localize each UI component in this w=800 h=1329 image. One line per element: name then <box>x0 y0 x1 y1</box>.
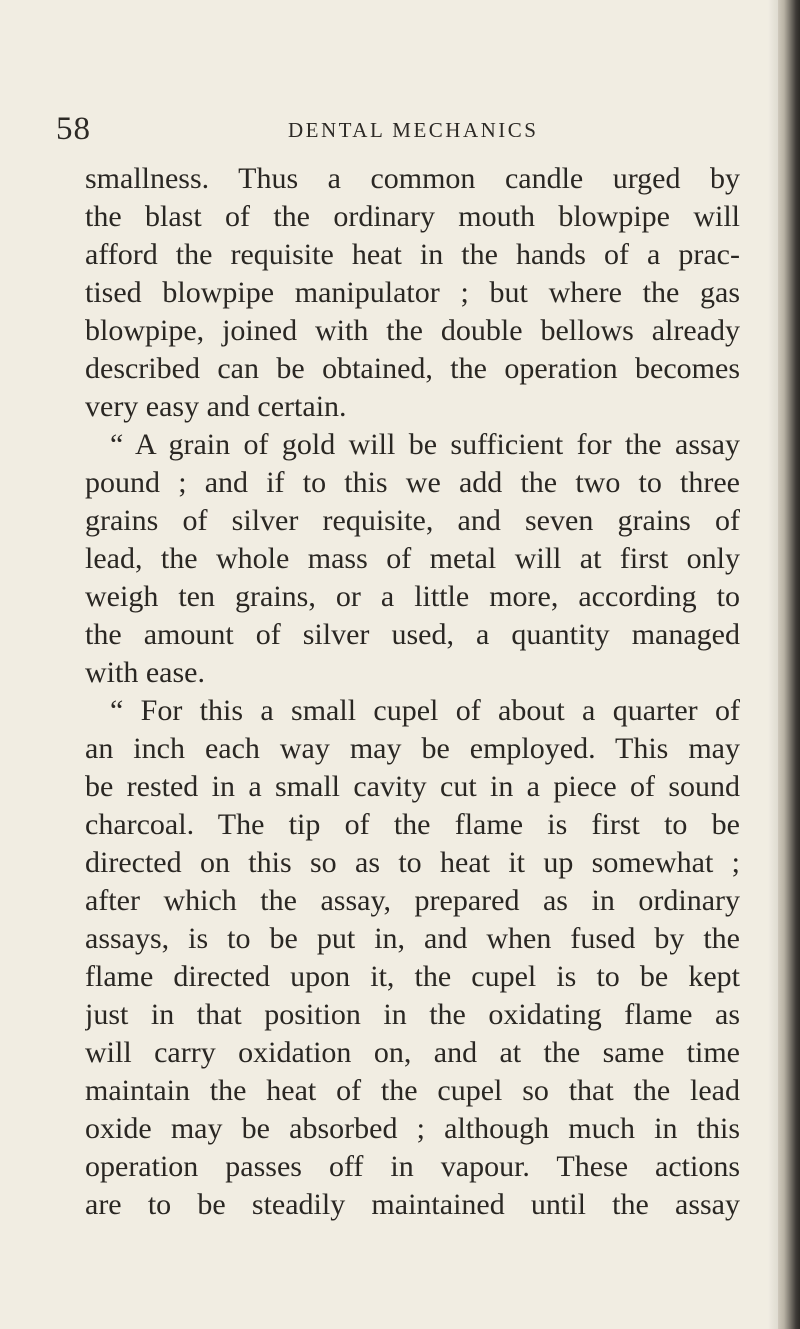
text-line: afford the requisite heat in the hands of a prac- <box>85 238 740 271</box>
text-line: lead, the whole mass of metal will at first only <box>85 542 740 575</box>
page-header <box>56 108 746 150</box>
text-line: directed on this so as to heat it up somewhat ; <box>85 846 740 879</box>
page-number: 58 <box>56 111 91 147</box>
text-line: charcoal. The tip of the flame is first to be <box>85 808 740 841</box>
text-line: blowpipe, joined with the double bellows already <box>85 314 740 347</box>
text-line: “ For this a small cupel of about a quarter of <box>110 694 740 727</box>
text-line: an inch each way may be employed. This may <box>85 732 740 765</box>
page-edge <box>778 0 800 1329</box>
text-line: the blast of the ordinary mouth blowpipe will <box>85 200 740 233</box>
text-line: the amount of silver used, a quantity managed <box>85 618 740 651</box>
text-line: just in that position in the oxidating flame as <box>85 998 740 1031</box>
text-line: will carry oxidation on, and at the same time <box>85 1036 740 1069</box>
text-line: with ease. <box>85 656 205 689</box>
text-line: pound ; and if to this we add the two to three <box>85 466 740 499</box>
text-line: operation passes off in vapour. These actions <box>85 1150 740 1183</box>
text-line: weigh ten grains, or a little more, according to <box>85 580 740 613</box>
text-line: described can be obtained, the operation becomes <box>85 352 740 385</box>
text-line: smallness. Thus a common candle urged by <box>85 162 740 195</box>
text-line: flame directed upon it, the cupel is to be kept <box>85 960 740 993</box>
text-line: are to be steadily maintained until the assay <box>85 1188 740 1221</box>
running-head: DENTAL MECHANICS <box>288 118 539 142</box>
text-line: grains of silver requisite, and seven grains of <box>85 504 740 537</box>
text-line: “ A grain of gold will be sufficient for the assay <box>110 428 740 461</box>
text-line: very easy and certain. <box>85 390 347 423</box>
text-line: tised blowpipe manipulator ; but where the gas <box>85 276 740 309</box>
text-line: maintain the heat of the cupel so that the lead <box>85 1074 740 1107</box>
text-line: after which the assay, prepared as in ordinary <box>85 884 740 917</box>
page-edge-shadow <box>768 0 778 1329</box>
text-line: be rested in a small cavity cut in a piece of sound <box>85 770 740 803</box>
text-line: assays, is to be put in, and when fused by the <box>85 922 740 955</box>
text-line: oxide may be absorbed ; although much in this <box>85 1112 740 1145</box>
